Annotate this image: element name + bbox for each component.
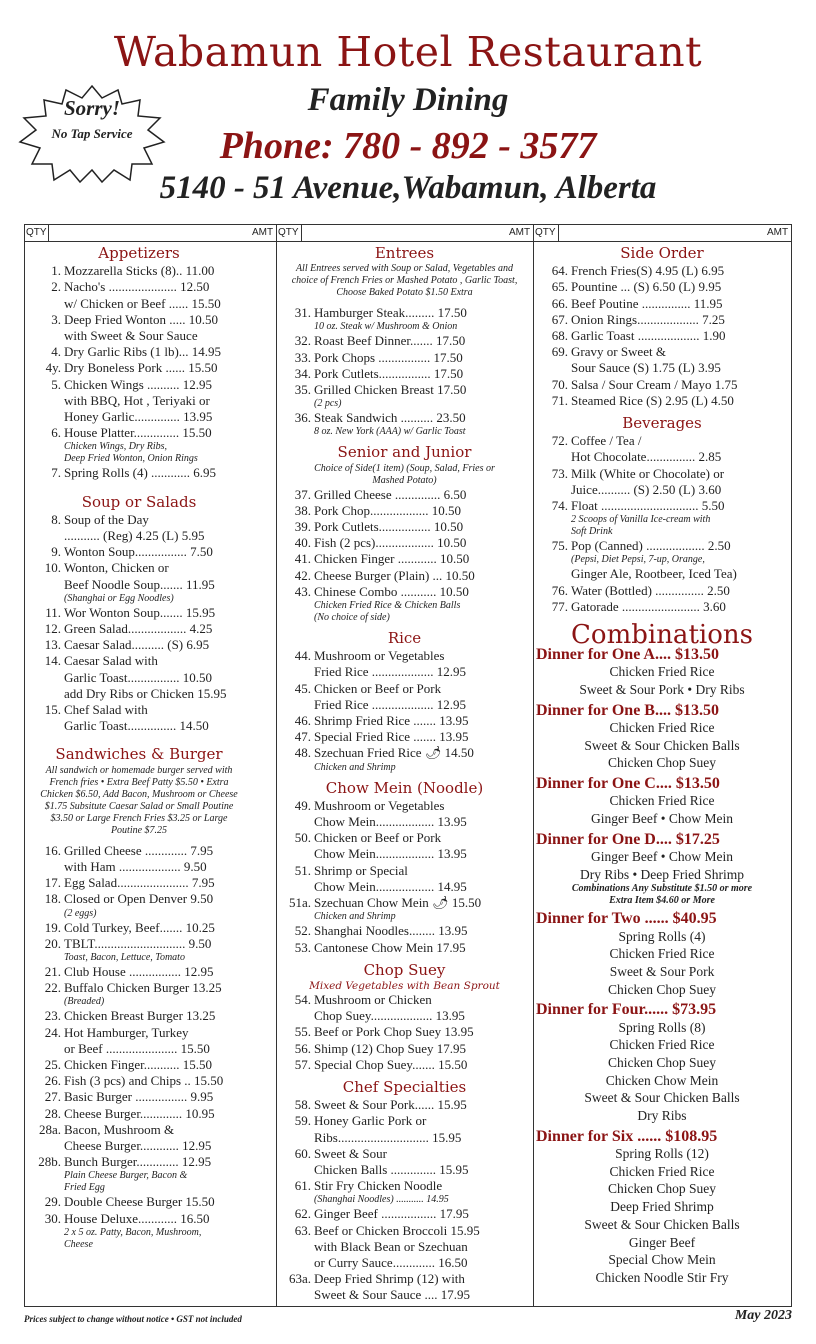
combo-item: Chicken Fried Rice [609, 720, 715, 736]
menu-item: 60. Sweet & Sour [294, 1145, 387, 1161]
menu-item: 2. Nacho's ..................... 12.50 [51, 279, 210, 295]
menu-item: 40. Fish (2 pcs).................. 10.50 [294, 535, 467, 551]
menu-item: 28a. Bacon, Mushroom & [38, 1121, 175, 1137]
menu-item: 13. Caesar Salad.......... (S) 6.95 [44, 637, 210, 653]
amt-header-2: AMT [509, 227, 531, 238]
menu-item-note: 10 oz. Steak w/ Mushroom & Onion [314, 321, 458, 333]
menu-item-note: 8 oz. New York (AAA) w/ Garlic Toast [314, 426, 466, 438]
menu-item: 65. Pountine ... (S) 6.50 (L) 9.95 [551, 279, 722, 295]
combo-item: Chicken Fried Rice [609, 793, 715, 809]
menu-item: 4y. Dry Boneless Pork ...... 15.50 [45, 360, 218, 376]
menu-item: 57. Special Chop Suey....... 15.50 [294, 1056, 468, 1072]
menu-grid [24, 224, 792, 1307]
menu-item: 49. Mushroom or Vegetables [294, 797, 445, 813]
menu-item-continued: Honey Garlic.............. 13.95 [64, 409, 213, 425]
menu-item: 26. Fish (3 pcs) and Chips .. 15.50 [44, 1073, 224, 1089]
amt-header-1: AMT [252, 227, 274, 238]
menu-item: 62. Ginger Beef ................. 17.95 [294, 1206, 469, 1222]
menu-item-note: Chicken and Shrimp [314, 911, 396, 923]
menu-item: 38. Pork Chop.................. 10.50 [294, 502, 461, 518]
menu-item: 73. Milk (White or Chocolate) or [551, 465, 725, 481]
menu-item: 64. French Fries(S) 4.95 (L) 6.95 [551, 263, 725, 279]
menu-item: 23. Chicken Breast Burger 13.25 [44, 1008, 216, 1024]
menu-item: 72. Coffee / Tea / [551, 433, 642, 449]
menu-item-note: Chicken Fried Rice & Chicken Balls [314, 600, 461, 612]
section-title-beverages: Beverages [622, 414, 702, 433]
combo-item: Dry Ribs [637, 1108, 687, 1124]
menu-item-continued: Chop Suey................... 13.95 [314, 1008, 465, 1024]
menu-item: 20. TBLT............................ 9.50 [44, 935, 212, 951]
menu-item: 59. Honey Garlic Pork or [294, 1113, 427, 1129]
menu-item: 42. Cheese Burger (Plain) ... 10.50 [294, 567, 475, 583]
combo-note: Combinations Any Substitute $1.50 or more [571, 883, 753, 895]
menu-item: 68. Garlic Toast ................... 1.90 [551, 328, 726, 344]
address: 5140 - 51 Avenue,Wabamun, Alberta [159, 170, 657, 206]
menu-item-continued: ........... (Reg) 4.25 (L) 5.95 [64, 528, 205, 544]
section-title-entrees: Entrees [374, 244, 435, 262]
column-1 [27, 241, 251, 1251]
senior-list [277, 487, 532, 624]
menu-item: 17. Egg Salad...................... 7.95 [44, 875, 215, 891]
restaurant-title: Wabamun Hotel Restaurant [113, 28, 703, 76]
combo-item: Chicken Fried Rice [609, 946, 715, 962]
combo-item: Chicken Chop Suey [608, 755, 716, 771]
combo-item: Chicken Fried Rice [609, 1037, 715, 1053]
menu-item: 18. Closed or Open Denver 9.50 [44, 891, 214, 907]
menu-item: 1. Mozzarella Sticks (8).. 11.00 [51, 263, 215, 279]
menu-item: 53. Cantonese Chow Mein 17.95 [294, 939, 466, 955]
menu-item: 45. Chicken or Beef or Pork [294, 680, 442, 696]
menu-item: 76. Water (Bottled) ............... 2.50 [551, 582, 730, 598]
combo-title: Dinner for One C.... $13.50 [536, 775, 720, 793]
menu-item: 67. Onion Rings................... 7.25 [551, 311, 725, 327]
menu-item-continued: Ribs............................ 15.95 [314, 1129, 462, 1145]
menu-date: May 2023 [734, 1308, 792, 1323]
menu-item-note: (Pepsi, Diet Pepsi, 7-up, Orange, [571, 554, 705, 566]
amt-header-3: AMT [767, 227, 789, 238]
burst-line-2: No Tap Service [51, 126, 133, 141]
senior-note: Choice of Side(1 item) (Soup, Salad, Fries or Mashed Potato) [314, 462, 495, 486]
combo-item: Ginger Beef [628, 1234, 696, 1250]
divider [48, 225, 49, 241]
menu-item: 35. Grilled Chicken Breast 17.50 [294, 382, 467, 398]
menu-item: 51a. Szechuan Chow Mein 🌶 15.50 [288, 895, 482, 911]
menu-item-continued: Beef Noodle Soup....... 11.95 [64, 576, 215, 592]
menu-item: 66. Beef Poutine ............... 11.95 [551, 295, 723, 311]
menu-item-continued: add Dry Ribs or Chicken 15.95 [64, 685, 227, 701]
combo-note: Extra Item $4.60 or More [609, 895, 715, 907]
column-header-row [25, 225, 791, 242]
qty-header-2: QTY [278, 227, 299, 238]
menu-item: 29. Double Cheese Burger 15.50 [44, 1194, 215, 1210]
chop-suey-list [277, 992, 532, 1073]
sandwich-list [27, 843, 251, 1251]
menu-item: 71. Steamed Rice (S) 2.95 (L) 4.50 [551, 392, 734, 408]
menu-item: 63. Beef or Chicken Broccoli 15.95 [294, 1222, 480, 1238]
menu-item: 69. Gravy or Sweet & [551, 344, 666, 360]
menu-item-continued: Ginger Ale, Rootbeer, Iced Tea) [571, 566, 737, 582]
combo-item: Chicken Fried Rice [609, 1163, 715, 1179]
rice-list [277, 648, 532, 773]
menu-item: 5. Chicken Wings .......... 12.95 [51, 376, 213, 392]
menu-item: 11. Wor Wonton Soup....... 15.95 [45, 604, 216, 620]
qty-header-1: QTY [26, 227, 47, 238]
menu-item: 16. Grilled Cheese ............. 7.95 [44, 842, 214, 858]
menu-item-note: 2 Scoops of Vanilla Ice-cream with [571, 514, 711, 526]
menu-item-note: Cheese [64, 1238, 93, 1250]
phone-number: Phone: 780 - 892 - 3577 [219, 125, 597, 167]
menu-item: 27. Basic Burger ................ 9.95 [44, 1089, 214, 1105]
combo-title: Dinner for One D.... $17.25 [536, 830, 720, 848]
menu-item: 21. Club House ................ 12.95 [44, 963, 214, 979]
combo-item: Sweet & Sour Pork • Dry Ribs [579, 682, 745, 698]
no-tap-service-badge [18, 84, 166, 184]
menu-item: 36. Steak Sandwich .......... 23.50 [294, 410, 466, 426]
combo-item: Chicken Noodle Stir Fry [595, 1269, 729, 1285]
menu-item-continued: with Ham ................... 9.50 [64, 858, 207, 874]
menu-item: 10. Wonton, Chicken or [44, 560, 169, 576]
menu-item: 51. Shrimp or Special [294, 862, 408, 878]
chef-specialties-list [277, 1097, 532, 1303]
menu-item-note: (Breaded) [64, 996, 105, 1008]
entrees-list [277, 305, 532, 438]
menu-item: 54. Mushroom or Chicken [294, 991, 432, 1007]
section-title-senior: Senior and Junior [337, 443, 472, 462]
menu-item: 30. House Deluxe............ 16.50 [44, 1210, 210, 1226]
menu-item-note: Chicken Wings, Dry Ribs, [64, 441, 168, 453]
menu-item-note: Deep Fried Wonton, Onion Rings [64, 453, 198, 465]
menu-item: 28. Cheese Burger............. 10.95 [44, 1105, 215, 1121]
section-title-chow-mein: Chow Mein (Noodle) [325, 778, 484, 797]
combo-item: Sweet & Sour Pork [609, 964, 715, 980]
menu-item-note: (Shanghai Noodles) ........... 14.95 [314, 1194, 449, 1206]
menu-item-note: (2 pcs) [314, 398, 342, 410]
menu-item-continued: Sweet & Sour Sauce .... 17.95 [314, 1287, 470, 1303]
menu-item: 37. Grilled Cheese .............. 6.50 [294, 486, 467, 502]
menu-item-continued: or Curry Sauce............. 16.50 [314, 1254, 468, 1270]
chop-suey-note: Mixed Vegetables with Bean Sprout [309, 979, 500, 992]
combo-title: Dinner for One B.... $13.50 [536, 701, 719, 719]
combo-item: Dry Ribs • Deep Fried Shrimp [579, 866, 745, 882]
menu-item: 46. Shrimp Fried Rice ....... 13.95 [294, 713, 469, 729]
appetizer-list [27, 263, 251, 481]
combo-title: Dinner for Two ...... $40.95 [536, 910, 717, 928]
combo-item: Sweet & Sour Chicken Balls [584, 1090, 740, 1106]
beverage-list [534, 433, 790, 615]
menu-item: 9. Wonton Soup................ 7.50 [51, 544, 213, 560]
menu-item: 8. Soup of the Day [51, 511, 149, 527]
menu-item-continued: or Beef ...................... 15.50 [64, 1040, 210, 1056]
menu-item: 44. Mushroom or Vegetables [294, 648, 445, 664]
combo-item: Spring Rolls (12) [615, 1146, 709, 1162]
menu-item: 19. Cold Turkey, Beef....... 10.25 [44, 919, 215, 935]
menu-item: 33. Pork Chops ................ 17.50 [294, 349, 463, 365]
menu-item-note: 2 x 5 oz. Patty, Bacon, Mushroom, [64, 1226, 202, 1238]
menu-item: 61. Stir Fry Chicken Noodle [294, 1178, 443, 1194]
section-title-sandwiches: Sandwiches & Burger [55, 745, 223, 764]
divider [558, 225, 559, 241]
menu-item: 56. Shimp (12) Chop Suey 17.95 [294, 1040, 467, 1056]
combo-title: Dinner for One A.... $13.50 [536, 646, 719, 664]
entrees-note: All Entrees served with Soup or Salad, Vegetables and choice of French Fries or Mashed Potato , Garlic Toast, Choose Baked Potato $1.50 Extra [291, 263, 518, 299]
divider [301, 225, 302, 241]
menu-item-continued: Juice.......... (S) 2.50 (L) 3.60 [571, 481, 722, 497]
section-title-chop-suey: Chop Suey [363, 960, 446, 979]
menu-item: 48. Szechuan Fried Rice 🌶 14.50 [294, 745, 474, 761]
menu-item-continued: with BBQ, Hot , Teriyaki or [64, 392, 210, 408]
combo-item: Chicken Chop Suey [608, 1055, 716, 1071]
section-title-chef: Chef Specialties [342, 1077, 467, 1096]
combo-item: Chicken Chop Suey [608, 1181, 716, 1197]
menu-item: 50. Chicken or Beef or Pork [294, 830, 442, 846]
combo-item: Spring Rolls (8) [618, 1019, 706, 1035]
menu-item: 7. Spring Rolls (4) ............ 6.95 [51, 465, 217, 481]
menu-item: 31. Hamburger Steak......... 17.50 [294, 305, 467, 321]
menu-item: 70. Salsa / Sour Cream / Mayo 1.75 [551, 376, 738, 392]
combo-item: Chicken Fried Rice [609, 664, 715, 680]
menu-item: 77. Gatorade ........................ 3.60 [551, 598, 726, 614]
menu-item-continued: Chicken Balls .............. 15.95 [314, 1161, 469, 1177]
combo-item: Spring Rolls (4) [618, 928, 706, 944]
chow-mein-list [277, 798, 532, 956]
menu-item-note: Fried Egg [64, 1182, 105, 1194]
menu-item-continued: Chow Mein.................. 13.95 [314, 846, 467, 862]
menu-item: 15. Chef Salad with [44, 702, 148, 718]
menu-item-continued: with Sweet & Sour Sauce [64, 328, 198, 344]
section-title-rice: Rice [387, 629, 422, 648]
menu-item: 4. Dry Garlic Ribs (1 lb)... 14.95 [51, 344, 222, 360]
combo-item: Sweet & Sour Chicken Balls [584, 1216, 740, 1232]
section-title-side: Side Order [620, 244, 704, 262]
menu-item-continued: with Black Bean or Szechuan [314, 1238, 468, 1254]
combo-item: Ginger Beef • Chow Mein [591, 811, 733, 827]
menu-item: 6. House Platter.............. 15.50 [51, 425, 212, 441]
menu-item: 22. Buffalo Chicken Burger 13.25 [44, 980, 222, 996]
combo-item: Ginger Beef • Chow Mein [591, 849, 733, 864]
combo-item: Special Chow Mein [608, 1252, 716, 1268]
menu-item-note: Plain Cheese Burger, Bacon & [64, 1170, 188, 1182]
menu-item: 52. Shanghai Noodles........ 13.95 [294, 923, 468, 939]
menu-item-continued: Garlic Toast................ 10.50 [64, 669, 212, 685]
menu-item: 14. Caesar Salad with [44, 653, 158, 669]
menu-item-continued: Fried Rice ................... 12.95 [314, 664, 467, 680]
side-order-list [534, 263, 790, 409]
menu-item: 63a. Deep Fried Shrimp (12) with [288, 1271, 465, 1287]
combinations-list [534, 647, 790, 1286]
menu-item-note: Chicken and Shrimp [314, 761, 396, 773]
menu-item: 25. Chicken Finger........... 15.50 [44, 1056, 213, 1072]
menu-item-continued: Fried Rice ................... 12.95 [314, 696, 467, 712]
menu-item: 75. Pop (Canned) .................. 2.50 [551, 538, 731, 554]
price-disclaimer: Prices subject to change without notice • GST not included [24, 1314, 242, 1324]
subtitle: Family Dining [307, 82, 509, 118]
menu-item-continued: Sour Sauce (S) 1.75 (L) 3.95 [571, 360, 721, 376]
menu-item-note: Toast, Bacon, Lettuce, Tomato [64, 951, 185, 963]
combo-item: Deep Fried Shrimp [610, 1199, 714, 1215]
combo-item: Sweet & Sour Chicken Balls [584, 737, 740, 753]
menu-item-continued: Garlic Toast............... 14.50 [64, 718, 209, 734]
section-title-appetizers: Appetizers [98, 244, 180, 262]
column-2 [277, 241, 532, 1304]
menu-item: 32. Roast Beef Dinner....... 17.50 [294, 333, 466, 349]
menu-item: 58. Sweet & Sour Pork...... 15.95 [294, 1097, 467, 1113]
menu-item-continued: Hot Chocolate............... 2.85 [571, 449, 722, 465]
section-title-soup: Soup or Salads [81, 492, 197, 511]
menu-item: 12. Green Salad.................. 4.25 [44, 621, 213, 637]
menu-item: 41. Chicken Finger ............ 10.50 [294, 551, 470, 567]
menu-item-continued: Chow Mein.................. 14.95 [314, 878, 467, 894]
burst-line-1: Sorry! [63, 96, 121, 120]
menu-item-note: Soft Drink [571, 526, 613, 538]
menu-item: 24. Hot Hamburger, Turkey [44, 1024, 189, 1040]
menu-header [0, 0, 816, 222]
menu-item-continued: Cheese Burger............ 12.95 [64, 1137, 212, 1153]
menu-item-note: (2 eggs) [64, 907, 97, 919]
menu-item: 55. Beef or Pork Chop Suey 13.95 [294, 1024, 474, 1040]
menu-item: 28b. Bunch Burger............. 12.95 [38, 1154, 212, 1170]
menu-item-note: (Shanghai or Egg Noodles) [64, 592, 174, 604]
menu-item: 74. Float .............................. 5.50 [551, 498, 725, 514]
sandwich-note: All sandwich or homemade burger served with French fries • Extra Beef Patty $5.50 • Extra Chicken $6.50, Add Bacon, Mushroom or Cheese $1.75 Subsitute Caesar Salad or Small Poutine $3.50 or Large French Fries $3.25 or Large Poutine $7.25 [40, 764, 238, 836]
menu-item: 47. Special Fried Rice ....... 13.95 [294, 729, 469, 745]
section-title-combinations: Combinations [571, 620, 753, 651]
combo-title: Dinner for Four...... $73.95 [536, 1001, 717, 1019]
qty-header-3: QTY [535, 227, 556, 238]
soup-list [27, 512, 251, 735]
menu-item-continued: Chow Mein.................. 13.95 [314, 814, 467, 830]
menu-item: 34. Pork Cutlets................ 17.50 [294, 365, 464, 381]
menu-item: 39. Pork Cutlets................ 10.50 [294, 519, 464, 535]
menu-item: 43. Chinese Combo ........... 10.50 [294, 583, 469, 599]
menu-item-continued: w/ Chicken or Beef ...... 15.50 [64, 295, 221, 311]
combo-item: Chicken Chow Mein [605, 1072, 719, 1088]
menu-item: 3. Deep Fried Wonton ..... 10.50 [51, 311, 218, 327]
menu-item-note: (No choice of side) [314, 612, 390, 624]
combo-item: Chicken Chop Suey [608, 981, 716, 997]
column-3 [534, 241, 790, 1287]
combo-title: Dinner for Six ...... $108.95 [536, 1127, 718, 1145]
